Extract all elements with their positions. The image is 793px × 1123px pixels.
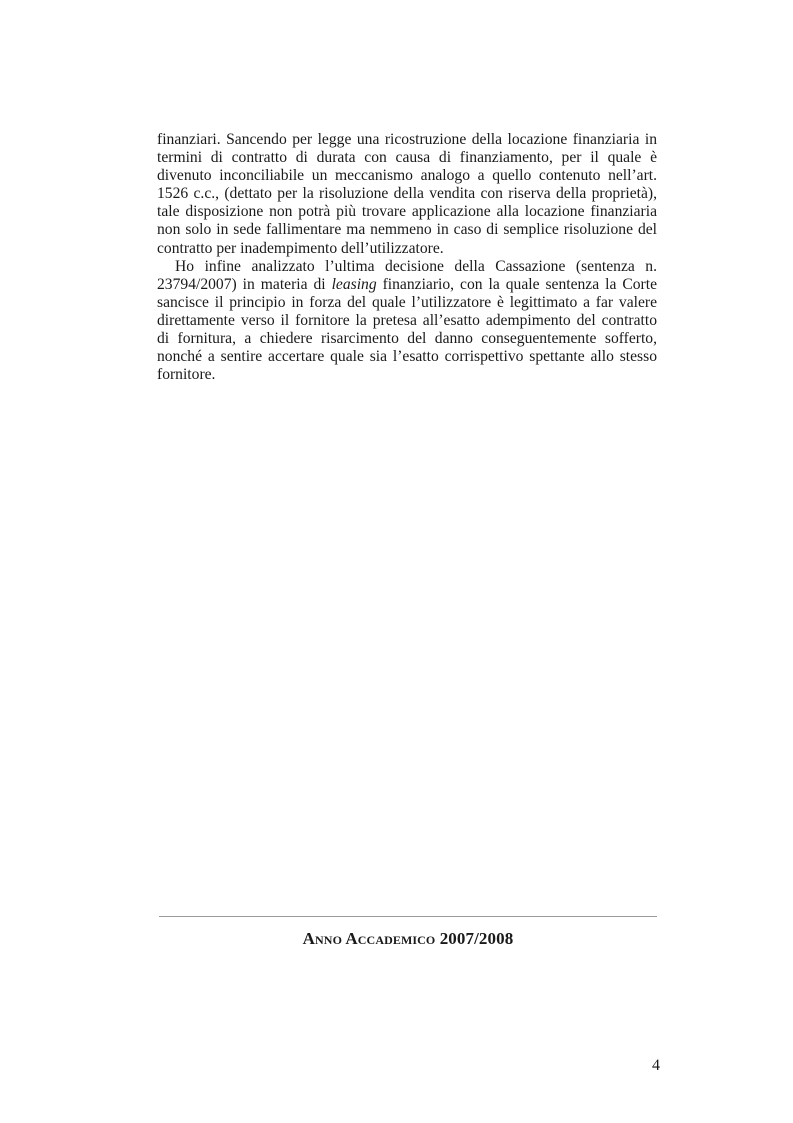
text-line: tale disposizione non potrà più trovare applicazione alla locazione finanziaria <box>157 203 657 221</box>
text-line: termini di contratto di durata con causa di finanziamento, per il quale è <box>157 149 657 167</box>
paragraph-1 <box>157 131 657 258</box>
text-segment: 23794/2007) in materia di <box>157 275 332 293</box>
text-line: di fornitura, a chiedere risarcimento del danno conseguentemente sofferto, <box>157 330 657 348</box>
text-line: nonché a sentire accertare quale sia l’esatto corrispettivo spettante allo stesso <box>157 348 657 366</box>
text-line: contratto per inadempimento dell’utilizzatore. <box>157 239 444 257</box>
text-line: non solo in sede fallimentare ma nemmeno in caso di semplice risoluzione del <box>157 221 657 239</box>
footer-divider <box>159 916 657 917</box>
text-line: 1526 c.c., (dettato per la risoluzione della vendita con riserva della proprietà), <box>157 185 657 203</box>
text-line: finanziari. Sancendo per legge una ricostruzione della locazione finanziaria in <box>157 131 657 148</box>
text-segment: finanziario, con la quale sentenza la Corte <box>376 275 657 293</box>
text-line: direttamente verso il fornitore la pretesa all’esatto adempimento del contratto <box>157 311 657 329</box>
text-line: sancisce il principio in forza del quale l’utilizzatore è legittimato a far valere <box>157 293 657 311</box>
body-text <box>157 131 657 384</box>
text-line: divenuto inconciliabile un meccanismo analogo a quello contenuto nell’art. <box>157 167 657 185</box>
paragraph-2 <box>157 258 657 385</box>
italic-term: leasing <box>331 275 377 293</box>
page-number: 4 <box>652 1057 660 1074</box>
footer-title: Anno Accademico 2007/2008 <box>302 929 514 948</box>
text-line: fornitore. <box>157 366 216 384</box>
text-line <box>157 276 657 294</box>
text-line: Ho infine analizzato l’ultima decisione della Cassazione (sentenza n. <box>175 257 657 275</box>
